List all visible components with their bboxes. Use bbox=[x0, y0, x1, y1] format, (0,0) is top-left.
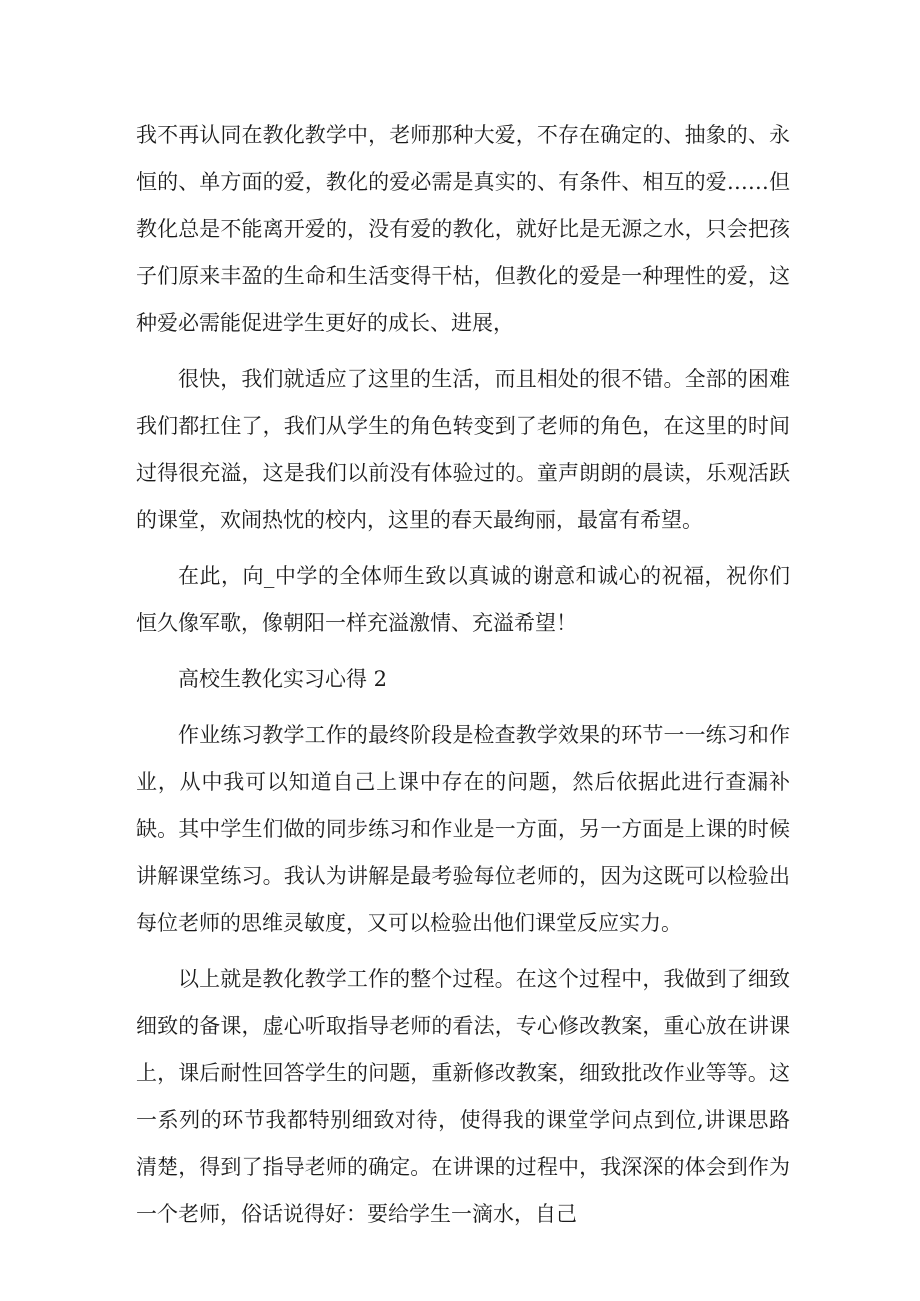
paragraph-3: 在此，向_中学的全体师生致以真诚的谢意和诚心的祝福，祝你们恒久像军歌，像朝阳一样充溢激情、充溢希望！ bbox=[136, 564, 790, 635]
section-heading: 高校生教化实习心得 2 bbox=[178, 667, 388, 691]
paragraph-4: 作业练习教学工作的最终阶段是检查教学效果的环节一一练习和作业，从中我可以知道自己上课中存在的问题，然后依据此进行查漏补缺。其中学生们做的同步练习和作业是一方面，另一方面是上课的时候讲解课堂练习。我认为讲解是最考验每位老师的，因为这既可以检验出每位老师的思维灵敏度，又可以检验出他们课堂反应实力。 bbox=[136, 723, 790, 935]
document-body bbox=[136, 112, 790, 1238]
paragraph-1: 我不再认同在教化教学中，老师那种大爱，不存在确定的、抽象的、永恒的、单方面的爱，教化的爱必需是真实的、有条件、相互的爱……但教化总是不能离开爱的，没有爱的教化，就好比是无源之水，只会把孩子们原来丰盈的生命和生活变得干枯，但教化的爱是一种理性的爱，这种爱必需能促进学生更好的成长、进展， bbox=[136, 123, 790, 335]
paragraph-5: 以上就是教化教学工作的整个过程。在这个过程中，我做到了细致细致的备课，虚心听取指导老师的看法，专心修改教案，重心放在讲课上，课后耐性回答学生的问题，重新修改教案，细致批改作业等等。这一系列的环节我都特别细致对待，使得我的课堂学问点到位,讲课思路清楚，得到了指导老师的确定。在讲课的过程中，我深深的体会到作为一个老师，俗话说得好：要给学生一滴水，自己 bbox=[136, 967, 790, 1226]
paragraph-2: 很快，我们就适应了这里的生活，而且相处的很不错。全部的困难我们都扛住了，我们从学生的角色转变到了老师的角色，在这里的时间过得很充溢，这是我们以前没有体验过的。童声朗朗的晨读，乐观活跃的课堂，欢闹热忱的校内，这里的春天最绚丽，最富有希望。 bbox=[136, 367, 790, 532]
